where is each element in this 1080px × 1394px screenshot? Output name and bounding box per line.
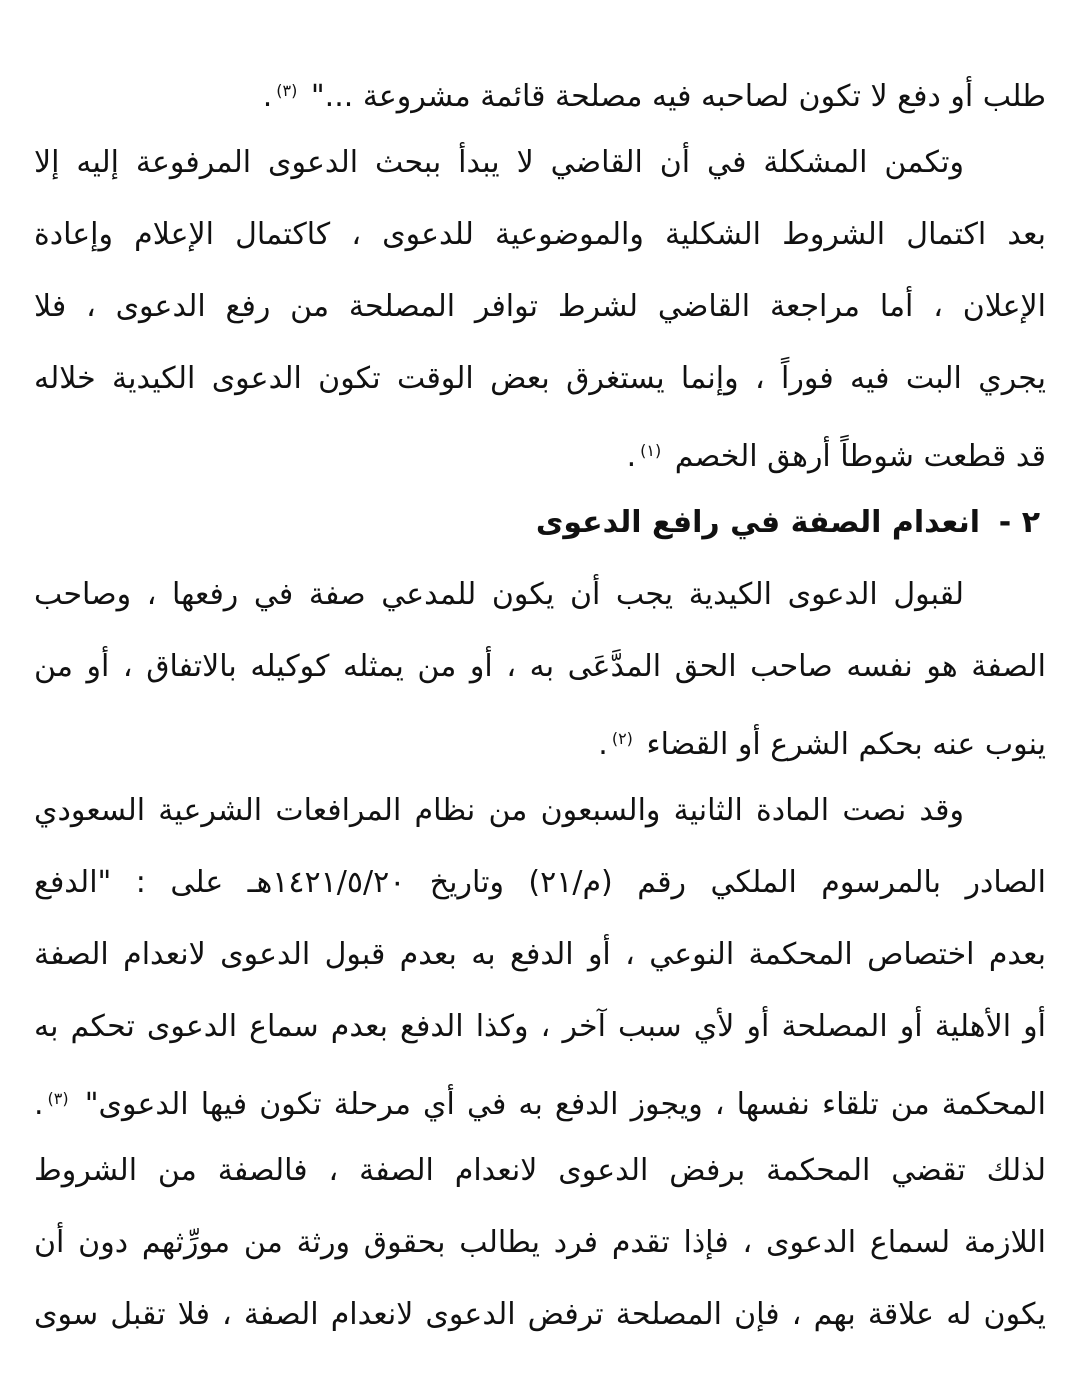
text-line: ينوب عنه بحكم الشرع أو القضاء $^{(٢)}$.: [598, 727, 1046, 762]
text-line: طلب أو دفع لا تكون لصاحبه فيه مصلحة قائمة مشروعة ..." $^{(٣)}$.: [262, 79, 1046, 114]
footnote-marker: (٣): [276, 81, 298, 100]
section-title: انعدام الصفة في رافع الدعوى: [535, 505, 980, 540]
footnote-marker: (٢): [611, 729, 633, 748]
footnote-marker: (٣): [47, 1089, 69, 1108]
text-line: يجري البت فيه فوراً ، وإنما يستغرق بعض الوقت تكون الدعوى الكيدية خلاله: [34, 361, 1046, 396]
text-line: وقد نصت المادة الثانية والسبعون من نظام المرافعات الشرعية السعودي: [34, 793, 964, 828]
text-line: قد قطعت شوطاً أرهق الخصم $^{(١)}$.: [626, 439, 1046, 474]
section-number: ٢ -: [998, 505, 1040, 540]
body-text: [34, 55, 1046, 1351]
text-line: اللازمة لسماع الدعوى ، فإذا تقدم فرد يطالب بحقوق ورثة من مورِّثهم دون أن: [34, 1225, 1046, 1260]
text-line: أو الأهلية أو المصلحة أو لأي سبب آخر ، وكذا الدفع بعدم سماع الدعوى تحكم به: [34, 1009, 1046, 1044]
text-line: الصادر بالمرسوم الملكي رقم (م/٢١) وتاريخ ١٤٢١/٥/٢٠هـ على : "الدفع: [34, 865, 1046, 900]
text-line: الصفة هو نفسه صاحب الحق المدَّعَى به ، أو من يمثله كوكيله بالاتفاق ، أو من: [34, 649, 1046, 684]
text-line: بعد اكتمال الشروط الشكلية والموضوعية للدعوى ، كاكتمال الإعلام وإعادة: [34, 217, 1046, 252]
text-line: لذلك تقضي المحكمة برفض الدعوى لانعدام الصفة ، فالصفة من الشروط: [34, 1153, 1046, 1188]
footnote-marker: (١): [640, 441, 662, 460]
text-line: لقبول الدعوى الكيدية يجب أن يكون للمدعي صفة في رفعها ، وصاحب: [34, 577, 964, 612]
text-line: يكون له علاقة بهم ، فإن المصلحة ترفض الدعوى لانعدام الصفة ، فلا تقبل سوى: [34, 1297, 1046, 1332]
section-heading: [34, 487, 1046, 559]
text-line: بعدم اختصاص المحكمة النوعي ، أو الدفع به بعدم قبول الدعوى لانعدام الصفة: [34, 937, 1046, 972]
text-line: المحكمة من تلقاء نفسها ، ويجوز الدفع به في أي مرحلة تكون فيها الدعوى" $^{(٣)}$.: [34, 1087, 1046, 1122]
text-line: الإعلان ، أما مراجعة القاضي لشرط توافر المصلحة من رفع الدعوى ، فلا: [34, 289, 1046, 324]
text-line: وتكمن المشكلة في أن القاضي لا يبدأ ببحث الدعوى المرفوعة إليه إلا: [34, 145, 964, 180]
